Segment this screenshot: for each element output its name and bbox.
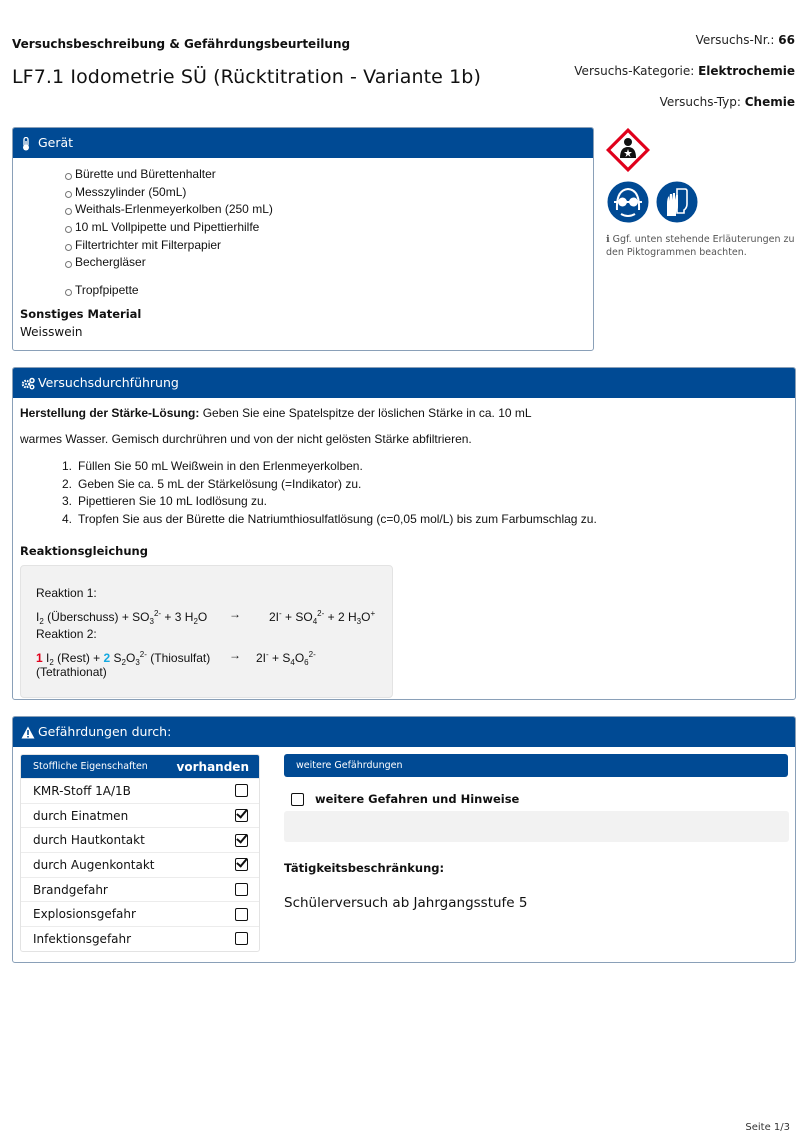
versuchs-typ (660, 95, 795, 109)
versuchs-nr-value: 66 (778, 33, 795, 47)
list-item: Messzylinder (50mL) (75, 184, 593, 202)
table-row: Explosionsgefahr (21, 901, 259, 926)
checkbox-kmr[interactable] (235, 784, 248, 797)
list-item: 10 mL Vollpipette und Pipettierhilfe (75, 219, 593, 237)
table-row: KMR-Stoff 1A/1B (21, 778, 259, 803)
reaktion1-right: $2I^- + SO_4^{2-} + 2$ $H_3O^+$ (269, 608, 376, 626)
versuchs-kategorie (574, 64, 795, 78)
weitere-gefahren-option[interactable] (291, 792, 519, 806)
geraet-header (13, 128, 593, 158)
kategorie-label: Versuchs-Kategorie: (574, 64, 695, 78)
reaktion1-label: Reaktion 1: (36, 586, 97, 600)
durchfuehrung-header (13, 368, 795, 398)
steps-list (20, 458, 788, 528)
table-row: Brandgefahr (21, 877, 259, 902)
checkbox-hautkontakt[interactable] (235, 834, 248, 847)
step-item: 4. Tropfen Sie aus der Bürette die Natriumthiosulfatlösung (c=0,05 mol/L) bis zum Farbumschlag zu. (62, 511, 597, 526)
typ-value: Chemie (744, 95, 795, 109)
kategorie-value: Elektrochemie (698, 64, 795, 78)
document-type: Versuchsbeschreibung & Gefährdungsbeurteilung (12, 37, 351, 51)
stoffliche-eigenschaften-table (20, 754, 260, 952)
page-title: LF7.1 Iodometrie SÜ (Rücktitration - Variante 1b) (12, 66, 481, 88)
weitere-gefaehrdungen-header: weitere Gefährdungen (284, 754, 788, 777)
taetigkeitsbeschraenkung-value: Schülerversuch ab Jahrgangsstufe 5 (284, 895, 528, 911)
thermometer-icon (21, 137, 35, 151)
warning-icon (21, 726, 35, 739)
versuchs-nr (696, 33, 795, 47)
gefaehrdungen-panel (12, 716, 796, 963)
reaktion-title: Reaktionsgleichung (20, 544, 148, 558)
intro-text: Geben Sie eine Spatelspitze der löslichen Stärke in ca. 10 mL (199, 406, 532, 420)
list-item: Bechergläser (75, 254, 593, 272)
table-row: durch Hautkontakt (21, 827, 259, 852)
reaktion2-continuation: (Tetrathionat) (36, 665, 107, 679)
checkbox-brandgefahr[interactable] (235, 883, 248, 896)
table-header-left: Stoffliche Eigenschaften (33, 761, 148, 772)
weitere-gefahren-label: weitere Gefahren und Hinweise (315, 792, 520, 806)
info-icon: ℹ︎ (606, 234, 610, 245)
arrow-icon: → (229, 647, 241, 662)
arrow-icon: → (229, 606, 241, 621)
list-item: Filtertrichter mit Filterpapier (75, 237, 593, 255)
reaktion1-left: $I_2$ (Überschuss) + $SO_3^{2-} + 3$ $H_2O$ (36, 608, 208, 626)
eye-protection-icon (606, 180, 650, 228)
reaktion2-equation (36, 645, 377, 666)
gefaehrdungen-title: Gefährdungen durch: (38, 724, 172, 739)
intro-bold: Herstellung der Stärke-Lösung: (20, 406, 200, 420)
step-item: 1. Füllen Sie 50 mL Weißwein in den Erlenmeyerkolben. (62, 459, 363, 473)
reaktion2-label: Reaktion 2: (36, 627, 97, 641)
intro-paragraph (20, 406, 788, 421)
page-number: Seite 1/3 (745, 1122, 790, 1133)
weitere-gefahren-textbox (284, 811, 789, 842)
sonstiges-material-value: Weisswein (20, 324, 83, 339)
table-header-right: vorhanden (176, 759, 249, 774)
intro-line2: warmes Wasser. Gemisch durchrühren und von der nicht gelösten Stärke abfiltrieren. (20, 432, 472, 446)
ppe-pictograms (606, 180, 699, 228)
reaktion-box (20, 565, 393, 698)
pictogram-note-text: Ggf. unten stehende Erläuterungen zu den Piktogrammen beachten. (606, 234, 795, 258)
taetigkeitsbeschraenkung-title: Tätigkeitsbeschränkung: (284, 861, 445, 875)
checkbox-weitere-gefahren[interactable] (291, 793, 304, 806)
checkbox-explosionsgefahr[interactable] (235, 908, 248, 921)
step-item: 3. Pipettieren Sie 10 mL Iodlösung zu. (62, 494, 268, 508)
list-item: Weithals-Erlenmeyerkolben (250 mL) (75, 201, 593, 219)
reaktion2-right: $2I^- + S_4O_6^{2-}$ (256, 649, 316, 667)
list-item: Tropfpipette (75, 282, 593, 300)
ghs08-health-hazard-icon (606, 128, 650, 176)
table-row: durch Einatmen (21, 803, 259, 828)
step-item: 2. Geben Sie ca. 5 mL der Stärkelösung (=Indikator) zu. (62, 476, 362, 491)
table-header (21, 755, 259, 778)
hand-protection-icon (655, 180, 699, 228)
table-row: Infektionsgefahr (21, 926, 259, 951)
geraet-title: Gerät (38, 135, 74, 150)
versuchs-nr-label: Versuchs-Nr.: (695, 33, 775, 47)
gears-icon (21, 377, 35, 390)
pictogram-note (606, 233, 796, 259)
checkbox-augenkontakt[interactable] (235, 858, 248, 871)
typ-label: Versuchs-Typ: (659, 95, 741, 109)
checkbox-infektionsgefahr[interactable] (235, 932, 248, 945)
reaktion1-equation (36, 604, 377, 625)
sonstiges-material-title: Sonstiges Material (20, 306, 142, 321)
durchfuehrung-body (13, 406, 795, 698)
geraet-panel (12, 127, 594, 351)
checkbox-einatmen[interactable] (235, 809, 248, 822)
gefaehrdungen-header (13, 717, 795, 747)
durchfuehrung-panel (12, 367, 796, 700)
list-item: Bürette und Bürettenhalter (75, 166, 593, 184)
table-row: durch Augenkontakt (21, 852, 259, 877)
durchfuehrung-title: Versuchsdurchführung (38, 375, 179, 390)
geraet-list (13, 166, 593, 300)
reaktion2-left: 1 $I_2$ (Rest) + 2 $S_2O_3^{2-}$ (Thiosulfat) (36, 649, 211, 667)
